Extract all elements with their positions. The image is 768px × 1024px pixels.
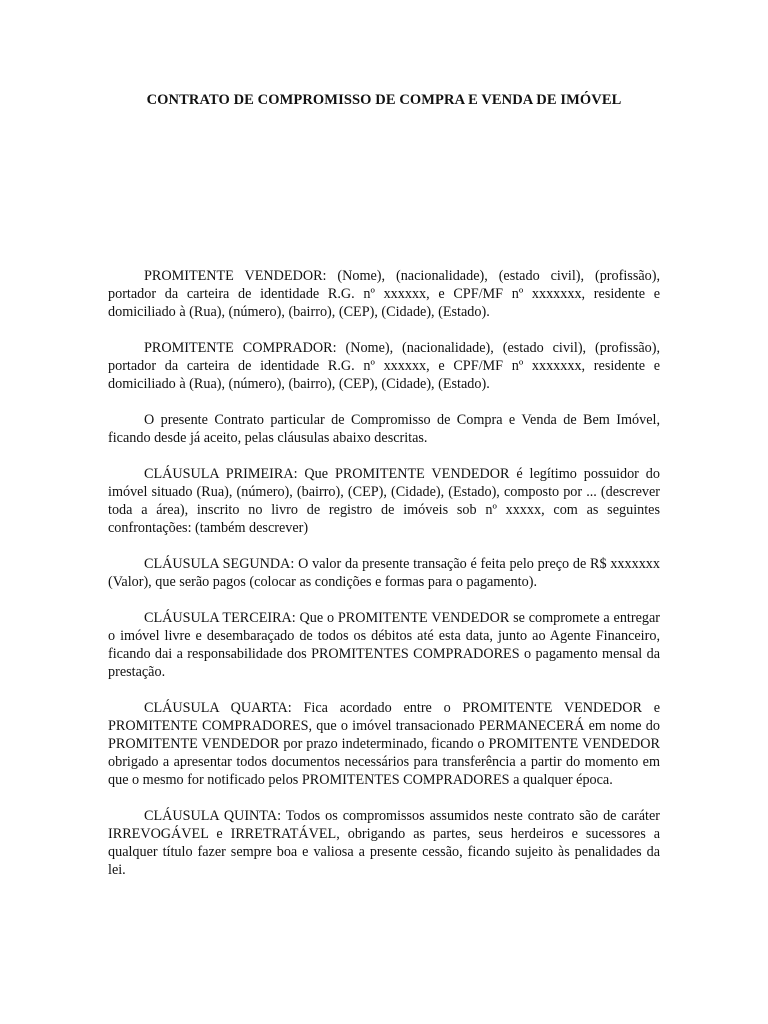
paragraph-promitente-comprador: PROMITENTE COMPRADOR: (Nome), (nacionalidade), (estado civil), (profissão), portador da carteira de identidade R.G. nº xxxxxx, e CPF/MF nº xxxxxxx, residente e domiciliado à (Rua), (número), (bairro), (CEP), (Cidade), (Estado). [108,340,660,392]
paragraph-clausula-segunda: CLÁUSULA SEGUNDA: O valor da presente transação é feita pelo preço de R$ xxxxxxx (Valor), que serão pagos (colocar as condições e formas para o pagamento). [108,556,660,590]
paragraph-clausula-quarta: CLÁUSULA QUARTA: Fica acordado entre o PROMITENTE VENDEDOR e PROMITENTE COMPRADORES, que o imóvel transacionado PERMANECERÁ em nome do PROMITENTE VENDEDOR por prazo indeterminado, ficando o PROMITENTE VENDEDOR obrigado a apresentar todos documentos necessários para transferência a partir do momento em que o mesmo for notificado pelos PROMITENTES COMPRADORES a qualquer época. [108,700,660,788]
document-body [108,267,660,897]
paragraph-clausula-terceira: CLÁUSULA TERCEIRA: Que o PROMITENTE VENDEDOR se compromete a entregar o imóvel livre e desembaraçado de todos os débitos até esta data, junto ao Agente Financeiro, ficando dai a responsabilidade dos PROMITENTES COMPRADORES o pagamento mensal da prestação. [108,610,660,680]
paragraph-clausula-primeira: CLÁUSULA PRIMEIRA: Que PROMITENTE VENDEDOR é legítimo possuidor do imóvel situado (Rua), (número), (bairro), (CEP), (Cidade), (Estado), composto por ... (descrever toda a área), inscrito no livro de registro de imóveis sob nº xxxxx, com as seguintes confrontações: (também descrever) [108,466,660,536]
paragraph-preamble: O presente Contrato particular de Compromisso de Compra e Venda de Bem Imóvel, ficando desde já aceito, pelas cláusulas abaixo descritas. [108,412,660,446]
paragraph-promitente-vendedor: PROMITENTE VENDEDOR: (Nome), (nacionalidade), (estado civil), (profissão), portador da carteira de identidade R.G. nº xxxxxx, e CPF/MF nº xxxxxxx, residente e domiciliado à (Rua), (número), (bairro), (CEP), (Cidade), (Estado). [108,268,660,320]
paragraph-clausula-quinta: CLÁUSULA QUINTA: Todos os compromissos assumidos neste contrato são de caráter IRREVOGÁVEL e IRRETRATÁVEL, obrigando as partes, seus herdeiros e sucessores a qualquer título fazer sempre boa e valiosa a presente cessão, ficando sujeito às penalidades da lei. [108,808,660,878]
document-title: CONTRATO DE COMPROMISSO DE COMPRA E VENDA DE IMÓVEL [146,92,622,108]
